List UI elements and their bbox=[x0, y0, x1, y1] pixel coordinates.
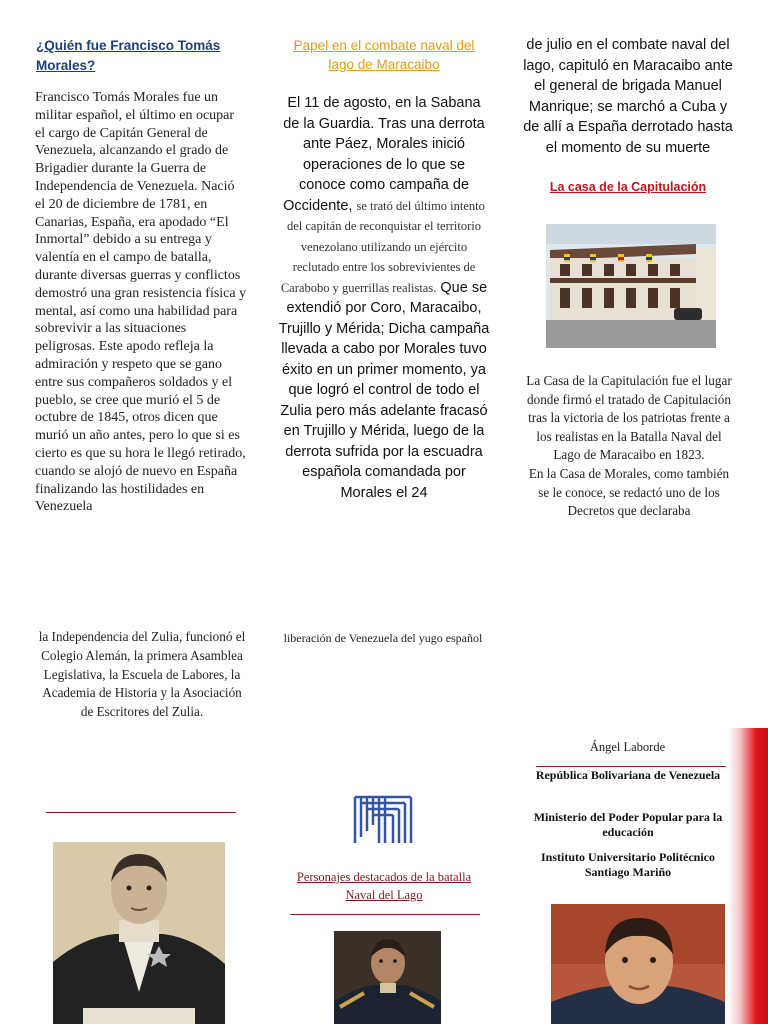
casa-capitulacion-photo bbox=[546, 224, 716, 348]
campaign-text-a: El 11 de agosto, en la Sabana de la Guardia. Tras una derrota ante Páez, Morales inició operaciones de lo que se conoce como campaña de Occidente, bbox=[283, 95, 485, 214]
laborde-portrait bbox=[334, 931, 441, 1024]
institution-line-3: Instituto Universitario Politécnico Santiago Mariño bbox=[541, 850, 715, 879]
biography-paragraph: Francisco Tomás Morales fue un militar español, el último en ocupar el cargo de Capitán General de Venezuela, alcanzando el grado de Brigadier durante la Guerra de Independencia de Venezuela. Nació el 20 de diciembre de 1781, en Canarias, España, era apodado “El Inmortal” debido a su entrega y valentía en el campo de batalla, durante diversas guerras y conflictos demostró una gran resistencia física y mental, así como una habilidad para sobrevivir a las situaciones peligrosas. Este apodo refleja la admiración y respeto que se gano entre sus compañeros soldados y el pueblo, se cree que murió el 5 de octubre de 1845, otros dicen que murió un año antes, pero lo que si es cierto es que su hora le llegó retirado, cuando se alojó de nuevo en España finalizando las hostilidades en Venezuela bbox=[35, 90, 247, 515]
combate-naval-heading: Papel en el combate naval del lago de Maracaibo bbox=[293, 38, 475, 72]
divider-right bbox=[536, 766, 726, 767]
red-accent-band bbox=[728, 728, 768, 1024]
liberacion-paragraph: liberación de Venezuela del yugo español bbox=[283, 631, 483, 645]
author-name: Ángel Laborde bbox=[589, 740, 666, 754]
zulia-paragraph: la Independencia del Zulia, funcionó el Colegio Alemán, la primera Asamblea Legislativa, la Escuela de Labores, la Academia de Historia y la Asociación de Escritores del Zulia. bbox=[38, 629, 246, 720]
hero-portrait bbox=[551, 904, 725, 1024]
campaign-text-c: Que se extendió por Coro, Maracaibo, Trujillo y Mérida; Dicha campaña llevada a cabo por Morales tuvo éxito en un primer momento, ya que logró el control de todo el Zulia pero más adelante fracasó en Trujillo y Mérida, luego de la derrota sufrida por la escuadra española comandada por Morales el 24 bbox=[278, 279, 490, 501]
institute-logo bbox=[351, 793, 415, 847]
divider-mid bbox=[290, 914, 480, 915]
personajes-link[interactable]: Personajes destacados de la batalla Naval del Lago bbox=[296, 870, 472, 902]
divider-left bbox=[46, 812, 236, 813]
campaign-paragraph bbox=[278, 93, 490, 503]
quien-fue-heading: ¿Quién fue Francisco Tomás Morales? bbox=[36, 38, 221, 73]
casa-capitulacion-heading: La casa de la Capitulación bbox=[549, 180, 707, 194]
institution-line-2: Ministerio del Poder Popular para la educación bbox=[533, 810, 723, 839]
capitulation-paragraph: de julio en el combate naval del lago, capituló en Maracaibo ante el general de brigada Manuel Manrique; se marchó a Cuba y de allí a España derrotado hasta el momento de su muerte bbox=[523, 37, 733, 156]
morales-portrait bbox=[53, 842, 225, 1024]
casa-capitulacion-paragraph: La Casa de la Capitulación fue el lugar donde firmó el tratado de Capitulación tras la victoria de los patriotas frente a los realistas en la Batalla Naval del Lago de Maracaibo en 1823. En la Casa de Morales, como también se le conoce, se redactó uno de los Decretos que declaraba bbox=[526, 373, 732, 519]
institution-line-1: República Bolivariana de Venezuela bbox=[535, 768, 721, 782]
campaign-text-b: se trató del último intento del capitán de reconquistar el territorio venezolano utilizando un ejército reclutado entre los sobrevivientes de Carabobo y guerrillas realistas. bbox=[280, 198, 485, 295]
